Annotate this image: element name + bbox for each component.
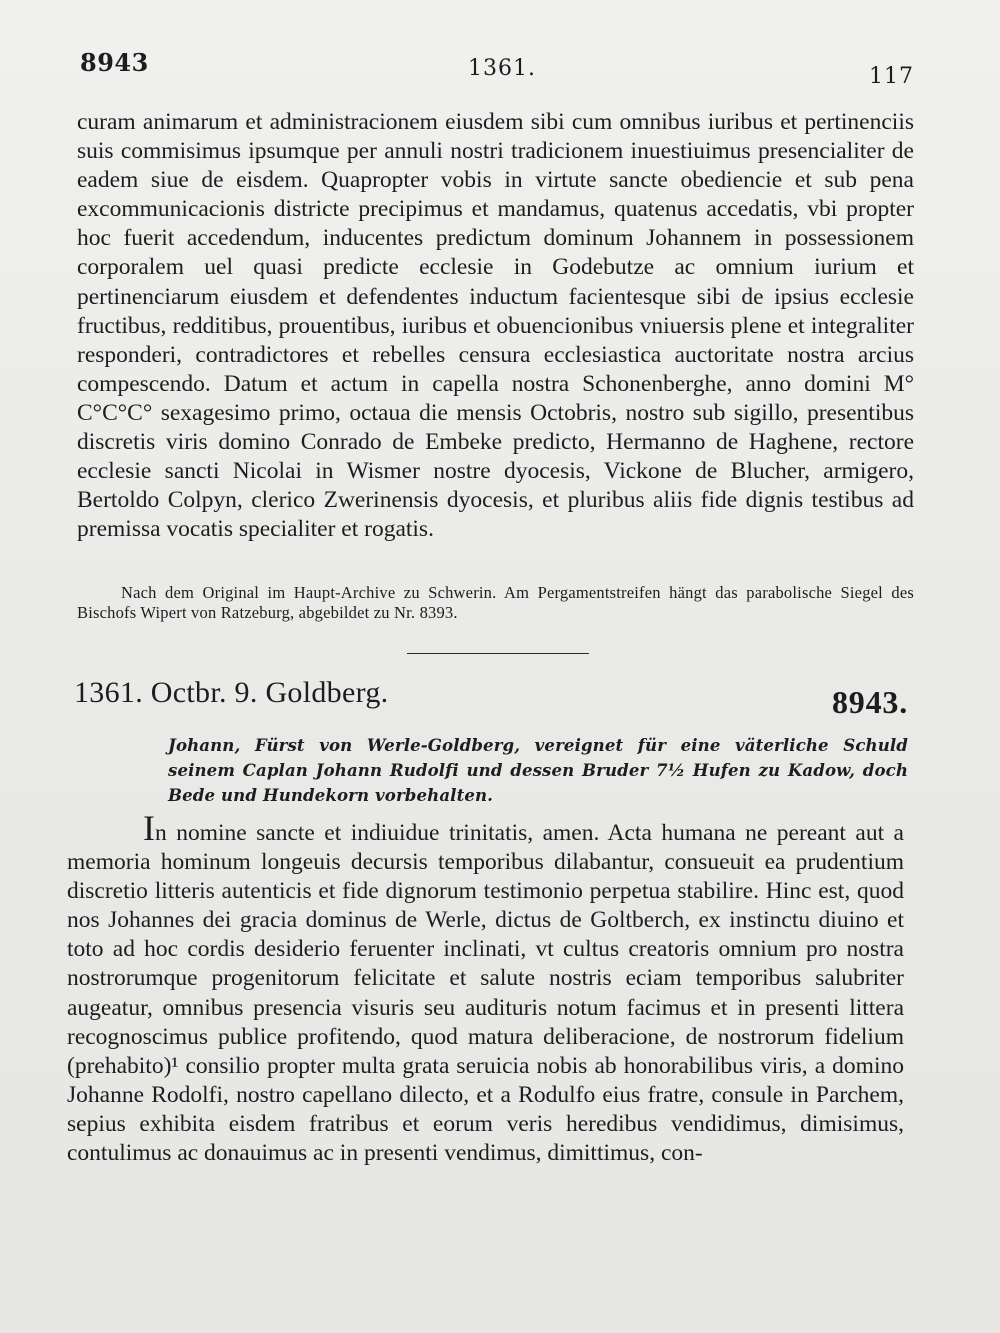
initial-letter: I <box>143 808 155 848</box>
entry-date-place: 1361. Octbr. 9. Goldberg. <box>74 676 389 709</box>
header-year: 1361. <box>468 56 536 81</box>
entry-document-text <box>67 808 904 1168</box>
header-doc-number: 8943 <box>80 48 149 77</box>
entry-text: n nomine sancte et indiuidue trinitatis, amen. Acta humana ne pereant aut a memoria hominum longeuis decursis temporibus dilabantur, consueuit ea prudentium discretio litteris autenticis et fide dignorum testimonio perpetua stabilire. Hinc est, quod nos Johannes dei gracia dominus de Werle, dictus de Goltberch, ex instinctu diuino et toto ad hoc cordis desiderio feruenter inclinati, vt cultus creatoris omnium pro nostra nostrorumque progenitorum felicitate et salute nostris eciam temporibus salubriter augeatur, omnibus presencia visuris seu audituris notum facimus et in presenti littera recognoscimus publice profitendo, quod matura deliberacione, de nostrorum fidelium (prehabito)¹ consilio propter multa grata seruicia nobis ab honorabilibus viris, a domino Johanne Rodolfi, nostro capellano dilecto, et a Rodulfo eius fratre, consule in Parchem, sepius exhibita eisdem fratribus et eorum veris heredibus vendidimus, dimisimus, contulimus ac donauimus ac in presenti vendimus, dimittimus, con- <box>67 820 904 1167</box>
entry-number: 8943. <box>832 684 908 720</box>
source-note: Nach dem Original im Haupt-Archive zu Schwerin. Am Pergamentstreifen hängt das parabolische Siegel des Bischofs Wipert von Ratzeburg, abgebildet zu Nr. 8393. <box>77 583 914 622</box>
continued-document-text <box>77 108 914 544</box>
section-divider <box>407 653 589 654</box>
entry-summary: Johann, Fürst von Werle-Goldberg, vereignet für eine väterliche Schuld seinem Caplan Johann Rudolfi und dessen Bruder 7½ Hufen zu Kadow, doch Bede und Hundekorn vorbehalten. <box>168 735 908 805</box>
entry-heading <box>74 676 908 720</box>
running-header <box>80 40 914 90</box>
continued-paragraph: curam animarum et administracionem eiusdem sibi cum omnibus iuribus et pertinenciis suis commisimus ipsumque per annuli nostri tradicionem inuestiuimus presencialiter de eadem siue de eisdem. Quapropter vobis in virtute sancte obediencie et sub pena excommunicacionis districte precipimus et mandamus, quatenus accedatis, vbi propter hoc fuerit accedendum, inducentes predictum dominum Johannem in possessionem corporalem uel quasi predicte ecclesie in Godebutze ac omnium iurium et pertinenciarum eiusdem et defendentes inductum facientesque sibi de ipsius ecclesie fructibus, redditibus, prouentibus, iuribus et obuencionibus vniuersis plene et integraliter responderi, contradictores et rebelles censura ecclesiastica auctoritate nostra arcius compescendo. Datum et actum in capella nostra Schonenberghe, anno domini M° C°C°C° sexagesimo primo, octaua die mensis Octobris, nostro sub sigillo, presentibus discretis viris domino Conrado de Embeke predicto, Hermanno de Haghene, rectore ecclesie sancti Nicolai in Wismer nostre dyocesis, Vickone de Blucher, armigero, Bertoldo Colpyn, clerico Zwerinensis dyocesis, et pluribus aliis fide dignis testibus ad premissa vocatis specialiter et rogatis. <box>77 109 914 543</box>
entry-paragraph <box>67 808 904 1168</box>
header-page-number: 117 <box>869 64 914 89</box>
